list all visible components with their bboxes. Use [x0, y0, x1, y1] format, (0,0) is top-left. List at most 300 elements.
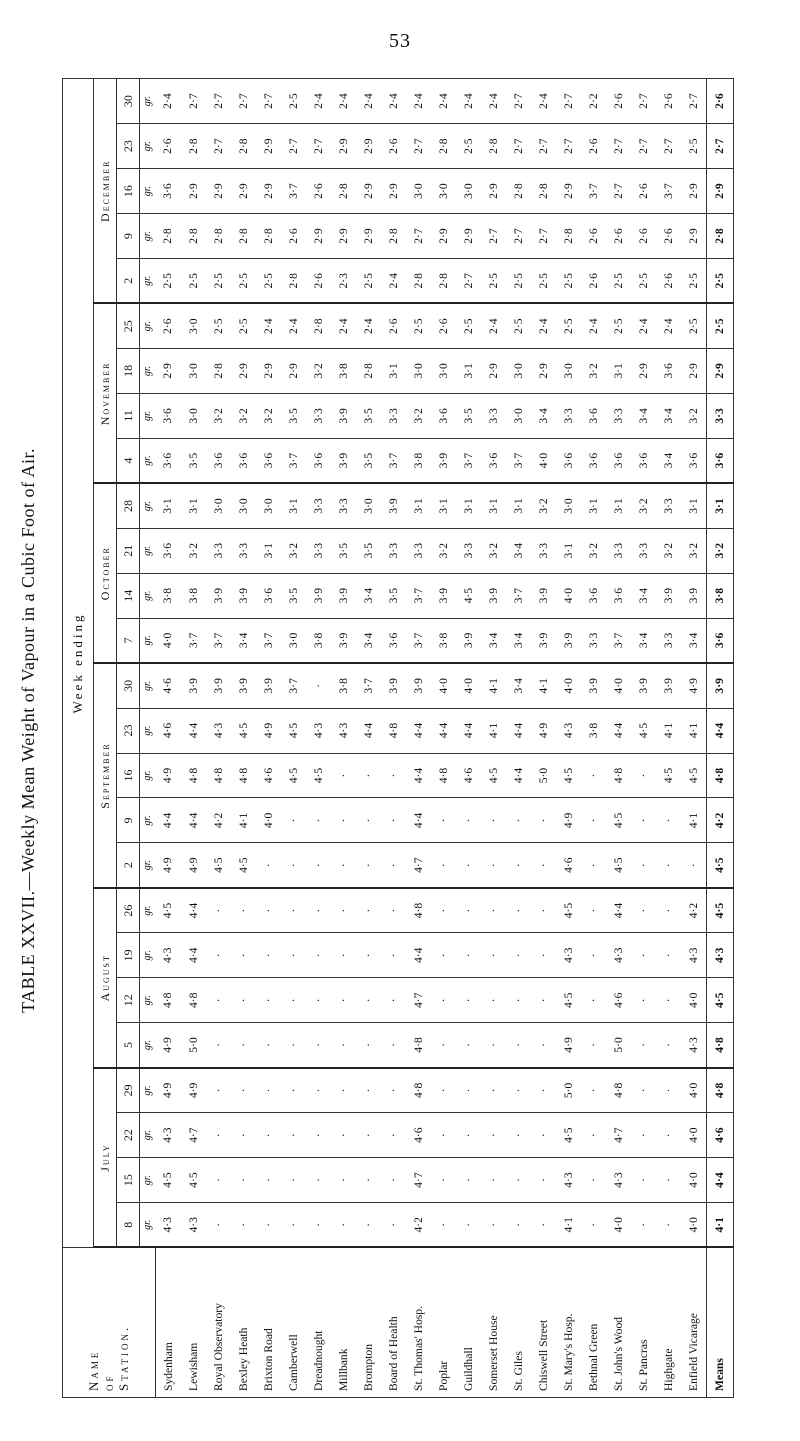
mean-value-cell: 3·6	[706, 438, 733, 483]
value-cell: ·	[281, 1203, 306, 1248]
value-cell: 3·5	[331, 528, 356, 573]
value-cell: 4·7	[406, 1158, 431, 1203]
value-cell: 2·9	[231, 169, 256, 214]
value-cell: 2·8	[556, 214, 581, 259]
value-cell: 3·8	[331, 663, 356, 708]
value-cell: 3·3	[531, 528, 556, 573]
value-cell: ·	[631, 1113, 656, 1158]
station-name: Chiswell Street	[531, 1248, 556, 1398]
table-row	[206, 79, 231, 1398]
value-cell: 2·8	[531, 169, 556, 214]
value-cell: ·	[456, 1158, 481, 1203]
date-header: 16	[117, 169, 140, 214]
value-cell: 3·0	[506, 393, 531, 438]
value-cell: 3·9	[381, 663, 406, 708]
value-cell: 4·6	[556, 843, 581, 888]
table-row	[556, 79, 581, 1398]
value-cell: ·	[531, 933, 556, 978]
value-cell: 2·7	[231, 79, 256, 124]
value-cell: 3·4	[356, 618, 381, 663]
value-cell: 3·3	[206, 528, 231, 573]
value-cell: 3·4	[631, 618, 656, 663]
value-cell: ·	[581, 798, 606, 843]
value-cell: 4·3	[306, 708, 331, 753]
value-cell: 3·9	[581, 663, 606, 708]
value-cell: 3·5	[356, 438, 381, 483]
value-cell: 3·1	[606, 483, 631, 528]
value-cell: ·	[656, 1158, 681, 1203]
value-cell: 4·5	[281, 753, 306, 798]
value-cell: 3·3	[406, 528, 431, 573]
value-cell: 3·3	[656, 618, 681, 663]
value-cell: ·	[256, 1113, 281, 1158]
value-cell: ·	[506, 933, 531, 978]
value-cell: ·	[581, 1203, 606, 1248]
mean-value-cell: 4·8	[706, 1023, 733, 1068]
value-cell: ·	[331, 1068, 356, 1113]
value-cell: 2·4	[481, 79, 506, 124]
date-header: 15	[117, 1158, 140, 1203]
value-cell: 4·7	[181, 1113, 206, 1158]
value-cell: 3·0	[556, 348, 581, 393]
value-cell: 4·5	[556, 1113, 581, 1158]
mean-value-cell: 4·8	[706, 1068, 733, 1113]
mean-value-cell: 4·3	[706, 933, 733, 978]
value-cell: 2·4	[381, 259, 406, 304]
unit-label: gr.	[140, 933, 156, 978]
mean-value-cell: 2·8	[706, 214, 733, 259]
date-header: 18	[117, 348, 140, 393]
value-cell: 2·6	[581, 259, 606, 304]
value-cell: ·	[331, 753, 356, 798]
value-cell: ·	[581, 753, 606, 798]
value-cell: 3·3	[631, 528, 656, 573]
value-cell: 4·5	[556, 753, 581, 798]
value-cell: 3·7	[356, 663, 381, 708]
value-cell: 3·9	[656, 573, 681, 618]
value-cell: 3·2	[181, 528, 206, 573]
value-cell: 2·6	[381, 303, 406, 348]
station-name: Guildhall	[456, 1248, 481, 1398]
value-cell: ·	[456, 843, 481, 888]
value-cell: 3·8	[406, 438, 431, 483]
value-cell: ·	[481, 843, 506, 888]
mean-value-cell: 4·5	[706, 843, 733, 888]
value-cell: ·	[506, 1068, 531, 1113]
value-cell: ·	[281, 1068, 306, 1113]
value-cell: 3·3	[381, 528, 406, 573]
value-cell: ·	[481, 1023, 506, 1068]
mean-value-cell: 4·4	[706, 1158, 733, 1203]
value-cell: 4·3	[155, 933, 181, 978]
value-cell: 3·7	[606, 618, 631, 663]
table-row	[331, 79, 356, 1398]
value-cell: ·	[281, 933, 306, 978]
month-row	[94, 79, 117, 1398]
value-cell: ·	[456, 1068, 481, 1113]
value-cell: 3·7	[281, 169, 306, 214]
value-cell: ·	[581, 933, 606, 978]
value-cell: ·	[231, 1158, 256, 1203]
value-cell: 2·4	[431, 79, 456, 124]
value-cell: 3·0	[556, 483, 581, 528]
station-name: Somerset House	[481, 1248, 506, 1398]
value-cell: 4·5	[155, 1158, 181, 1203]
value-cell: 2·5	[406, 303, 431, 348]
value-cell: 2·9	[155, 348, 181, 393]
mean-value-cell: 4·6	[706, 1113, 733, 1158]
value-cell: 4·4	[181, 888, 206, 933]
value-cell: 4·3	[606, 1158, 631, 1203]
unit-label: gr.	[140, 169, 156, 214]
value-cell: 3·1	[506, 483, 531, 528]
value-cell: 3·9	[431, 438, 456, 483]
value-cell: 4·3	[681, 933, 707, 978]
value-cell: 2·9	[231, 348, 256, 393]
value-cell: ·	[231, 1113, 256, 1158]
value-cell: ·	[581, 888, 606, 933]
value-cell: ·	[256, 1023, 281, 1068]
value-cell: 2·6	[606, 214, 631, 259]
station-name: Brixton Road	[256, 1248, 281, 1398]
value-cell: 3·9	[306, 573, 331, 618]
value-cell: ·	[581, 1113, 606, 1158]
value-cell: 2·5	[206, 303, 231, 348]
value-cell: 2·6	[431, 303, 456, 348]
value-cell: 2·4	[356, 79, 381, 124]
value-cell: 3·0	[181, 348, 206, 393]
value-cell: 3·6	[231, 438, 256, 483]
value-cell: 3·2	[631, 483, 656, 528]
value-cell: 2·5	[681, 259, 707, 304]
value-cell: 3·5	[281, 393, 306, 438]
value-cell: 3·1	[181, 483, 206, 528]
value-cell: 2·9	[356, 124, 381, 169]
value-cell: 3·6	[656, 348, 681, 393]
value-cell: 2·8	[206, 214, 231, 259]
value-cell: ·	[331, 933, 356, 978]
value-cell: 2·8	[206, 348, 231, 393]
value-cell: ·	[631, 798, 656, 843]
value-cell: ·	[331, 1113, 356, 1158]
value-cell: ·	[656, 978, 681, 1023]
value-cell: 2·6	[155, 303, 181, 348]
value-cell: 3·4	[681, 618, 707, 663]
value-cell: 2·7	[606, 124, 631, 169]
unit-label: gr.	[140, 1158, 156, 1203]
unit-label: gr.	[140, 798, 156, 843]
date-header: 4	[117, 438, 140, 483]
value-cell: ·	[431, 933, 456, 978]
value-cell: 3·2	[206, 393, 231, 438]
value-cell: ·	[356, 1023, 381, 1068]
value-cell: 3·1	[155, 483, 181, 528]
value-cell: 4·0	[431, 663, 456, 708]
date-header: 8	[117, 1203, 140, 1248]
value-cell: 2·8	[356, 348, 381, 393]
value-cell: 4·5	[556, 888, 581, 933]
value-cell: 4·0	[681, 978, 707, 1023]
value-cell: 3·6	[481, 438, 506, 483]
value-cell: 2·7	[531, 124, 556, 169]
value-cell: 3·7	[506, 573, 531, 618]
unit-label: gr.	[140, 708, 156, 753]
value-cell: ·	[356, 843, 381, 888]
value-cell: 4·6	[155, 708, 181, 753]
value-cell: 4·5	[456, 573, 481, 618]
value-cell: ·	[481, 798, 506, 843]
value-cell: 3·5	[281, 573, 306, 618]
month-header-september: September	[94, 663, 117, 888]
vapour-table	[62, 78, 734, 1398]
mean-value-cell: 2·9	[706, 348, 733, 393]
value-cell: 2·8	[306, 303, 331, 348]
value-cell: 3·6	[606, 573, 631, 618]
value-cell: ·	[331, 1023, 356, 1068]
value-cell: 3·4	[506, 618, 531, 663]
value-cell: 4·0	[556, 573, 581, 618]
value-cell: 2·9	[256, 169, 281, 214]
value-cell: 2·4	[631, 303, 656, 348]
value-cell: 2·7	[506, 124, 531, 169]
date-header: 30	[117, 663, 140, 708]
value-cell: 3·4	[656, 438, 681, 483]
table-row	[155, 79, 181, 1398]
value-cell: 4·4	[406, 933, 431, 978]
value-cell: 2·6	[656, 214, 681, 259]
value-cell: 4·9	[556, 798, 581, 843]
value-cell: ·	[381, 843, 406, 888]
table-title: TABLE XXVII.—Weekly Mean Weight of Vapour in a Cubic Foot of Air.	[18, 447, 39, 1013]
value-cell: ·	[681, 843, 707, 888]
value-cell: 3·1	[256, 528, 281, 573]
value-cell: 4·1	[681, 708, 707, 753]
table-row	[306, 79, 331, 1398]
value-cell: 4·3	[155, 1113, 181, 1158]
date-header: 14	[117, 573, 140, 618]
value-cell: 2·7	[406, 124, 431, 169]
value-cell: 3·9	[631, 663, 656, 708]
value-cell: 4·0	[681, 1203, 707, 1248]
value-cell: ·	[356, 1158, 381, 1203]
value-cell: 2·7	[181, 79, 206, 124]
value-cell: 4·3	[556, 1158, 581, 1203]
value-cell: 4·8	[406, 888, 431, 933]
value-cell: 4·8	[181, 753, 206, 798]
value-cell: 3·0	[431, 348, 456, 393]
value-cell: ·	[506, 1023, 531, 1068]
value-cell: ·	[231, 1068, 256, 1113]
value-cell: 4·9	[181, 1068, 206, 1113]
value-cell: ·	[331, 888, 356, 933]
value-cell: 3·6	[155, 169, 181, 214]
value-cell: ·	[656, 933, 681, 978]
value-cell: ·	[431, 1023, 456, 1068]
value-cell: 3·3	[331, 483, 356, 528]
mean-value-cell: 4·4	[706, 708, 733, 753]
value-cell: 4·0	[606, 1203, 631, 1248]
value-cell: 2·4	[381, 79, 406, 124]
value-cell: ·	[206, 933, 231, 978]
value-cell: 4·0	[681, 1068, 707, 1113]
value-cell: 3·3	[581, 618, 606, 663]
value-cell: ·	[356, 753, 381, 798]
table-rotated-wrap	[62, 78, 762, 1398]
value-cell: 2·5	[606, 259, 631, 304]
value-cell: 3·8	[581, 708, 606, 753]
value-cell: 3·6	[381, 618, 406, 663]
value-cell: ·	[231, 1203, 256, 1248]
value-cell: 4·2	[681, 888, 707, 933]
value-cell: 2·5	[631, 259, 656, 304]
value-cell: 4·6	[406, 1113, 431, 1158]
value-cell: ·	[631, 1023, 656, 1068]
value-cell: ·	[531, 1023, 556, 1068]
value-cell: ·	[281, 1023, 306, 1068]
value-cell: 3·4	[481, 618, 506, 663]
value-cell: 2·5	[506, 259, 531, 304]
value-cell: ·	[306, 978, 331, 1023]
value-cell: 3·9	[331, 393, 356, 438]
value-cell: 4·1	[656, 708, 681, 753]
value-cell: 3·2	[481, 528, 506, 573]
value-cell: ·	[631, 1203, 656, 1248]
value-cell: 5·0	[606, 1023, 631, 1068]
value-cell: 2·4	[281, 303, 306, 348]
value-cell: 2·9	[456, 214, 481, 259]
value-cell: 4·5	[231, 843, 256, 888]
value-cell: ·	[531, 978, 556, 1023]
value-cell: 4·4	[181, 708, 206, 753]
value-cell: 3·9	[181, 663, 206, 708]
value-cell: 3·1	[481, 483, 506, 528]
value-cell: 3·9	[531, 573, 556, 618]
value-cell: 2·8	[431, 124, 456, 169]
value-cell: 3·6	[431, 393, 456, 438]
value-cell: 3·1	[681, 483, 707, 528]
value-cell: 2·9	[256, 124, 281, 169]
value-cell: 4·9	[531, 708, 556, 753]
value-cell: ·	[631, 843, 656, 888]
value-cell: 2·4	[256, 303, 281, 348]
value-cell: ·	[256, 1068, 281, 1113]
unit-label: gr.	[140, 393, 156, 438]
value-cell: 4·9	[155, 843, 181, 888]
value-cell: ·	[481, 1113, 506, 1158]
value-cell: 3·7	[256, 618, 281, 663]
value-cell: 4·3	[556, 708, 581, 753]
value-cell: 2·7	[681, 79, 707, 124]
month-header-july: July	[94, 1068, 117, 1248]
value-cell: 3·6	[256, 438, 281, 483]
value-cell: 2·9	[331, 124, 356, 169]
station-name: Lewisham	[181, 1248, 206, 1398]
value-cell: 2·9	[481, 348, 506, 393]
value-cell: 2·8	[406, 259, 431, 304]
value-cell: 2·9	[681, 348, 707, 393]
date-header: 30	[117, 79, 140, 124]
table-row	[381, 79, 406, 1398]
value-cell: 4·8	[406, 1023, 431, 1068]
value-cell: 4·5	[606, 798, 631, 843]
value-cell: ·	[306, 843, 331, 888]
value-cell: ·	[456, 798, 481, 843]
value-cell: 2·4	[155, 79, 181, 124]
value-cell: 4·9	[155, 753, 181, 798]
value-cell: ·	[431, 1203, 456, 1248]
value-cell: ·	[656, 1068, 681, 1113]
value-cell: ·	[231, 888, 256, 933]
date-header: 7	[117, 618, 140, 663]
value-cell: 4·5	[556, 978, 581, 1023]
value-cell: ·	[656, 1203, 681, 1248]
value-cell: ·	[581, 1023, 606, 1068]
value-cell: 2·5	[681, 124, 707, 169]
date-header: 22	[117, 1113, 140, 1158]
date-header: 28	[117, 483, 140, 528]
date-header: 5	[117, 1023, 140, 1068]
value-cell: 2·6	[606, 79, 631, 124]
value-cell: 4·4	[456, 708, 481, 753]
value-cell: 3·3	[306, 393, 331, 438]
value-cell: 3·0	[406, 169, 431, 214]
value-cell: ·	[481, 1158, 506, 1203]
value-cell: 4·9	[155, 1023, 181, 1068]
value-cell: 2·5	[356, 259, 381, 304]
value-cell: 3·9	[681, 573, 707, 618]
value-cell: 2·8	[181, 124, 206, 169]
value-cell: ·	[431, 978, 456, 1023]
value-cell: 2·8	[256, 214, 281, 259]
value-cell: 3·2	[581, 348, 606, 393]
value-cell: 4·5	[606, 843, 631, 888]
value-cell: ·	[381, 1068, 406, 1113]
value-cell: ·	[531, 798, 556, 843]
value-cell: 2·3	[331, 259, 356, 304]
date-header: 16	[117, 753, 140, 798]
value-cell: 4·5	[631, 708, 656, 753]
value-cell: 3·9	[331, 618, 356, 663]
value-cell: ·	[431, 798, 456, 843]
value-cell: 5·0	[531, 753, 556, 798]
value-cell: 2·8	[231, 214, 256, 259]
unit-label: gr.	[140, 79, 156, 124]
date-header: 26	[117, 888, 140, 933]
value-cell: 3·5	[356, 528, 381, 573]
value-cell: 4·5	[155, 888, 181, 933]
value-cell: ·	[381, 798, 406, 843]
value-cell: 3·6	[306, 438, 331, 483]
value-cell: ·	[331, 978, 356, 1023]
month-header-october: October	[94, 483, 117, 663]
date-header: 9	[117, 798, 140, 843]
value-cell: 2·9	[281, 348, 306, 393]
value-cell: 2·7	[506, 214, 531, 259]
value-cell: ·	[581, 1158, 606, 1203]
mean-value-cell: 4·5	[706, 978, 733, 1023]
table-row	[256, 79, 281, 1398]
value-cell: 4·4	[155, 798, 181, 843]
value-cell: 3·9	[481, 573, 506, 618]
unit-row	[140, 79, 156, 1398]
value-cell: 4·5	[206, 843, 231, 888]
value-cell: ·	[531, 1068, 556, 1113]
value-cell: 2·5	[231, 259, 256, 304]
value-cell: 3·7	[406, 573, 431, 618]
value-cell: 2·7	[206, 79, 231, 124]
date-header: 29	[117, 1068, 140, 1113]
station-name: St. Giles	[506, 1248, 531, 1398]
